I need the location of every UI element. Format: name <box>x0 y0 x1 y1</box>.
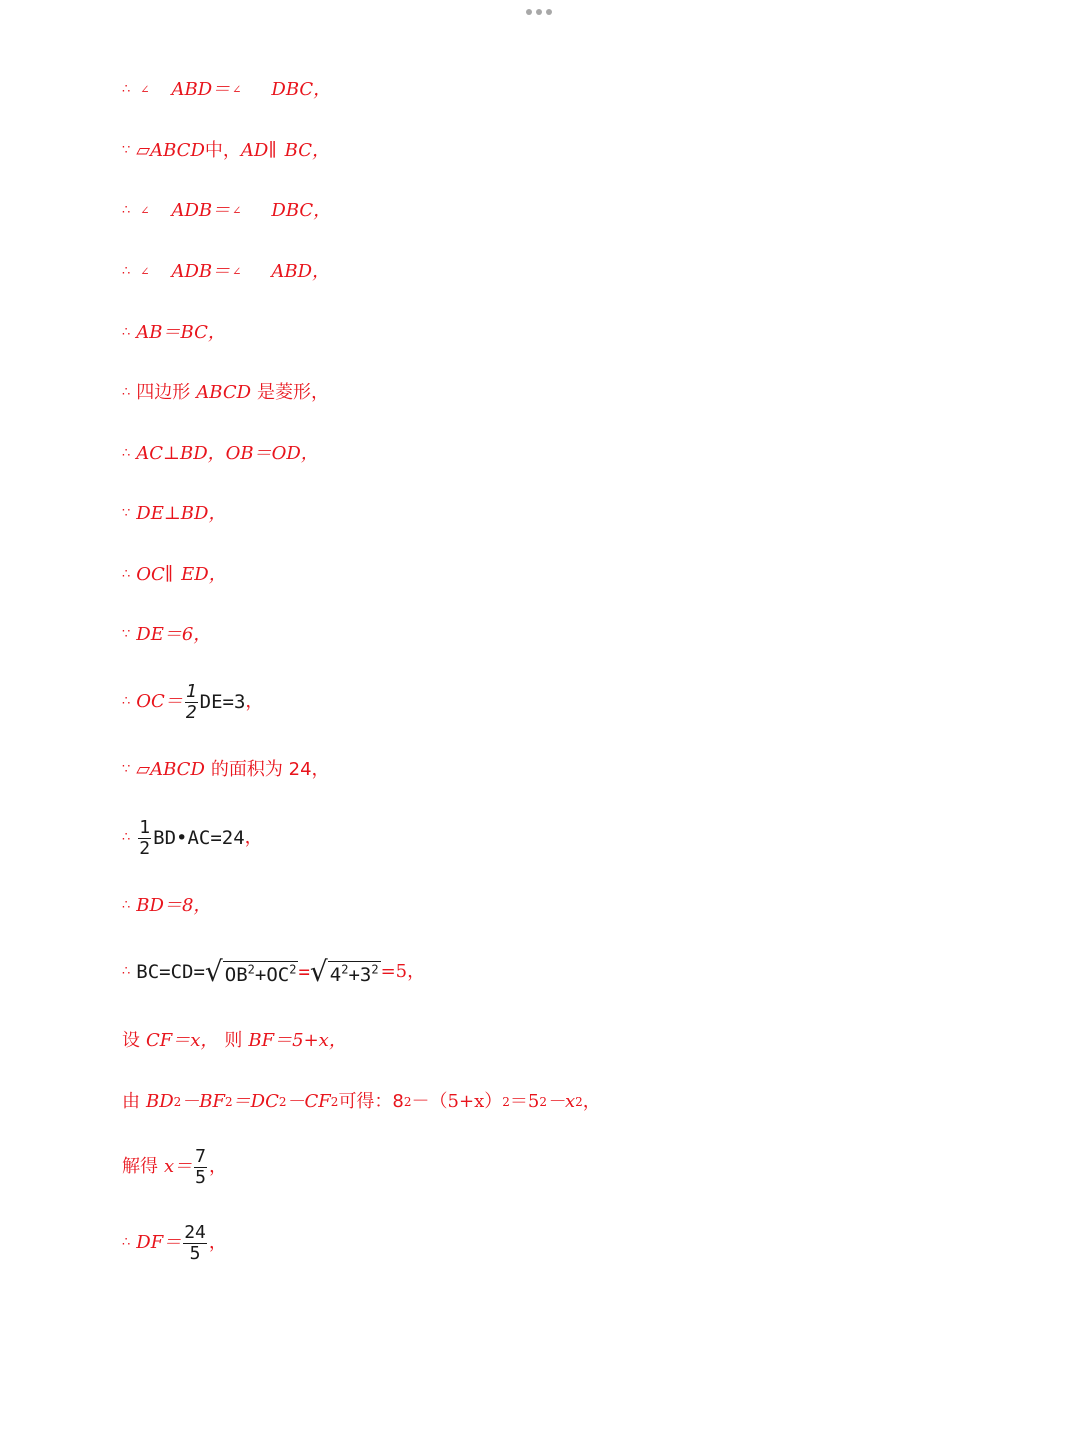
angle-symbol: ∠ <box>232 265 242 278</box>
therefore-symbol: ∴ <box>122 82 131 97</box>
proof-text: ADB＝ <box>171 200 231 221</box>
fraction-numerator: 1 <box>139 816 151 838</box>
proof-line-14 <box>122 894 211 918</box>
proof-text: ABD， <box>271 261 331 282</box>
proof-text: 由 <box>122 1091 140 1112</box>
angle-symbol: ∠ <box>232 204 242 217</box>
proof-text: ， <box>208 1232 227 1253</box>
proof-line-12 <box>122 758 330 782</box>
proof-line-19 <box>122 1221 227 1265</box>
fraction <box>183 1223 207 1264</box>
proof-text: ， <box>244 827 263 848</box>
fraction-numerator: 7 <box>195 1145 206 1167</box>
math-expression: BD•AC=24 <box>153 827 245 849</box>
proof-text: DBC， <box>271 79 332 100</box>
math-expression: BC=CD= <box>136 961 205 983</box>
proof-text: ， <box>209 1156 227 1177</box>
proof-line-3 <box>122 199 331 223</box>
proof-text: 中， <box>204 140 241 161</box>
because-symbol: ∵ <box>122 143 131 158</box>
radical-sign: √ <box>204 955 223 988</box>
therefore-symbol: ∴ <box>122 446 131 461</box>
proof-text: CF＝x， <box>146 1030 219 1051</box>
proof-text: BD＝8， <box>136 895 212 916</box>
proof-line-6 <box>122 381 329 405</box>
therefore-symbol: ∴ <box>122 964 131 979</box>
proof-line-5 <box>122 321 226 345</box>
proof-line-18 <box>122 1145 227 1189</box>
proof-text: AC⊥BD，OB＝OD， <box>136 443 319 464</box>
fraction-numerator: 24 <box>184 1221 206 1243</box>
therefore-symbol: ∴ <box>122 898 131 913</box>
proof-text: ▱ABCD <box>136 140 205 161</box>
fraction <box>138 818 151 859</box>
proof-line-2 <box>122 139 330 163</box>
proof-text: OC∥ <box>136 564 174 585</box>
proof-text: ， <box>245 691 264 712</box>
because-symbol: ∵ <box>122 762 131 777</box>
proof-text: DE⊥BD， <box>136 503 227 524</box>
top-bar <box>0 0 1080 30</box>
therefore-symbol: ∴ <box>122 264 131 279</box>
proof-text: 设 <box>122 1030 140 1051</box>
proof-text: 解得 <box>122 1156 158 1177</box>
proof-line-9 <box>122 563 227 587</box>
proof-line-4 <box>122 260 330 284</box>
proof-text: x＝ <box>164 1156 193 1177</box>
proof-text: BF＝5+x， <box>248 1030 347 1051</box>
proof-text: －x <box>546 1091 576 1112</box>
therefore-symbol: ∴ <box>122 567 131 582</box>
proof-text: ＝5 <box>509 1091 540 1112</box>
therefore-symbol: ∴ <box>122 203 131 218</box>
proof-line-10 <box>122 623 211 647</box>
equals-sign: = <box>298 961 310 983</box>
proof-text: BC， <box>284 140 330 161</box>
fraction-denominator: 2 <box>185 701 197 723</box>
proof-line-7 <box>122 442 319 466</box>
square-root <box>204 955 299 988</box>
proof-text: DE＝6， <box>136 624 212 645</box>
proof-text: ▱ABCD <box>136 759 205 780</box>
proof-text: 是菱形， <box>257 382 330 403</box>
proof-text: ， <box>582 1091 601 1112</box>
proof-text: 则 <box>224 1030 243 1051</box>
fraction-denominator: 5 <box>189 1242 201 1264</box>
proof-text: 的面积为 24， <box>210 759 330 780</box>
proof-text: AD∥ <box>240 140 277 161</box>
proof-line-1 <box>122 78 331 102</box>
therefore-symbol: ∴ <box>122 325 131 340</box>
fraction <box>185 682 198 723</box>
angle-symbol: ∠ <box>232 83 242 96</box>
proof-text: 四边形 <box>136 382 191 403</box>
proof-line-13 <box>122 816 263 860</box>
proof-line-16 <box>122 1029 347 1053</box>
therefore-symbol: ∴ <box>122 1235 131 1250</box>
because-symbol: ∵ <box>122 627 131 642</box>
because-symbol: ∵ <box>122 506 131 521</box>
proof-text: ADB＝ <box>171 261 231 282</box>
radicand: $OB^2+OC^2$ <box>224 962 297 986</box>
proof-text: OC＝ <box>136 691 183 712</box>
proof-text: ABCD <box>196 382 252 403</box>
angle-symbol: ∠ <box>140 83 150 96</box>
proof-text: 可得：8 <box>338 1091 404 1112</box>
proof-text: －BF <box>181 1091 226 1112</box>
proof-text: ＝DC <box>232 1091 279 1112</box>
proof-text: AB＝BC， <box>136 322 226 343</box>
more-options-icon[interactable] <box>526 9 552 15</box>
fraction-denominator: 5 <box>195 1166 206 1188</box>
therefore-symbol: ∴ <box>122 694 131 709</box>
proof-line-8 <box>122 502 226 526</box>
radicand: $4^2+3^2$ <box>329 962 379 986</box>
fraction-numerator: 1 <box>185 680 197 702</box>
proof-text: DF＝ <box>136 1232 182 1253</box>
proof-text: －（5+x） <box>411 1091 503 1112</box>
angle-symbol: ∠ <box>140 265 150 278</box>
fraction-denominator: 2 <box>139 837 151 859</box>
proof-text: BD <box>146 1091 174 1112</box>
proof-line-15 <box>122 952 425 992</box>
proof-text: =5， <box>380 961 426 982</box>
proof-text: ED， <box>181 564 227 585</box>
therefore-symbol: ∴ <box>122 830 131 845</box>
proof-text: ABD＝ <box>171 79 231 100</box>
proof-line-17: 由 BD 2 －BF 2 ＝DC 2 －CF 2 可得：8 2 －（5+x） 2 ＝5 2 －x 2 ， <box>122 1091 601 1112</box>
angle-symbol: ∠ <box>140 204 150 217</box>
square-root <box>309 955 381 988</box>
fraction <box>194 1147 207 1188</box>
proof-text: －CF <box>286 1091 331 1112</box>
therefore-symbol: ∴ <box>122 385 131 400</box>
math-expression: DE=3 <box>199 691 246 713</box>
proof-line-11 <box>122 680 263 724</box>
proof-text: DBC， <box>271 200 332 221</box>
radical-sign: √ <box>309 955 328 988</box>
